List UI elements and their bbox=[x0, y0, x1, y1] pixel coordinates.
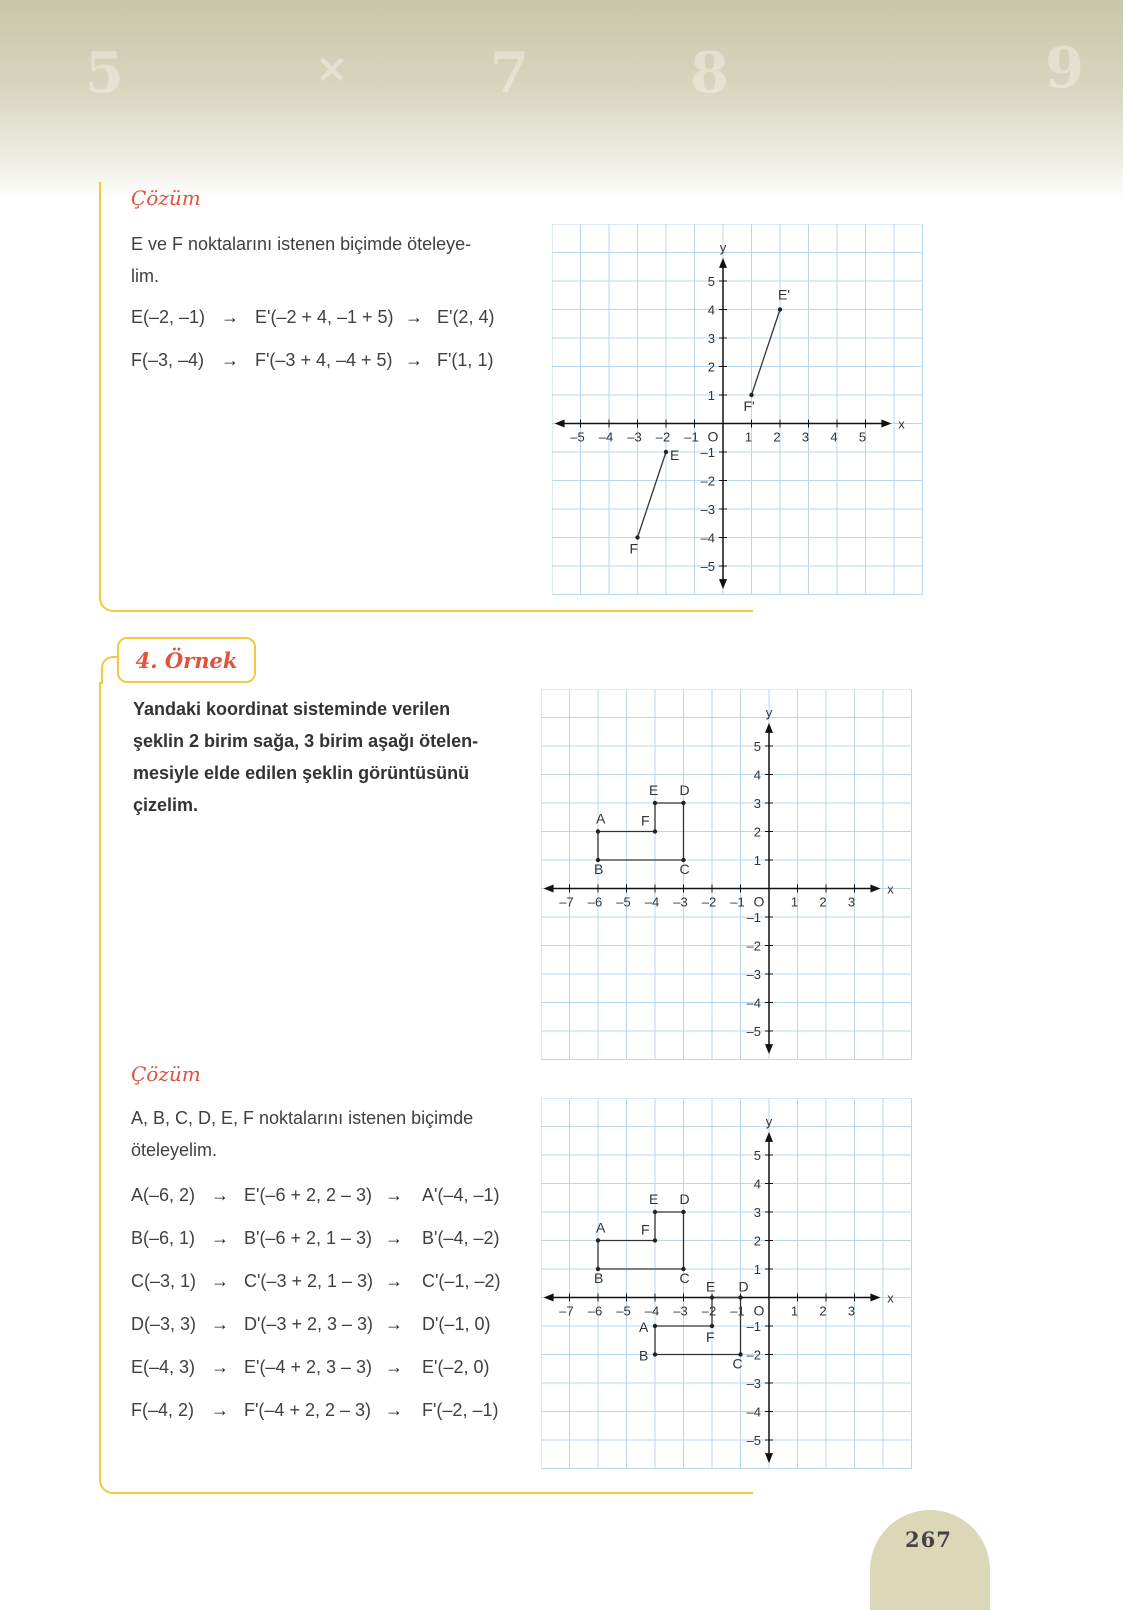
row-source: C(–3, 1) bbox=[131, 1271, 197, 1291]
intro-line: lim. bbox=[131, 266, 159, 286]
y-tick-label: 2 bbox=[753, 824, 761, 840]
y-axis-label: y bbox=[765, 1113, 773, 1129]
x-tick-label: 3 bbox=[847, 1303, 856, 1319]
intro-line: A, B, C, D, E, F noktalarını istenen biçimde bbox=[131, 1108, 474, 1128]
x-tick-label: –1 bbox=[684, 429, 699, 445]
y-tick-label: 2 bbox=[707, 359, 715, 375]
y-tick-label: 3 bbox=[707, 331, 715, 346]
y-tick-label: 5 bbox=[753, 1148, 761, 1163]
y-tick-label: 4 bbox=[707, 302, 715, 318]
arrow-icon: → bbox=[385, 1228, 403, 1248]
banner-digit: × bbox=[315, 45, 349, 92]
arrow-icon: → bbox=[211, 1314, 229, 1334]
point-label: A bbox=[596, 1219, 606, 1236]
y-tick-label: 3 bbox=[753, 796, 761, 811]
row-step: E'(–4 + 2, 3 – 3) bbox=[244, 1357, 373, 1377]
row-step: B'(–6 + 2, 1 – 3) bbox=[244, 1228, 373, 1248]
x-tick-label: 3 bbox=[801, 429, 810, 445]
arrow-icon: → bbox=[221, 307, 239, 327]
x-tick-label: –6 bbox=[587, 894, 603, 910]
x-tick-label: –3 bbox=[627, 429, 642, 445]
point-label: E' bbox=[778, 286, 791, 303]
solution-heading-1: Çözüm bbox=[131, 186, 201, 210]
point-label: D bbox=[679, 1191, 690, 1207]
y-tick-label: 1 bbox=[753, 1262, 761, 1277]
point-label: E bbox=[649, 1191, 659, 1207]
y-tick-label: –4 bbox=[746, 995, 761, 1011]
banner-digit: 9 bbox=[1045, 35, 1084, 101]
x-tick-label: 2 bbox=[819, 894, 827, 910]
y-tick-label: 5 bbox=[707, 274, 715, 289]
arrow-icon: → bbox=[385, 1314, 403, 1334]
point-label: E bbox=[706, 1278, 716, 1295]
y-tick-label: –3 bbox=[746, 967, 761, 982]
x-axis-arrow-icon bbox=[544, 885, 554, 893]
x-tick-label: 1 bbox=[790, 1303, 799, 1319]
x-tick-label: –3 bbox=[673, 894, 688, 910]
x-tick-label: 2 bbox=[819, 1303, 827, 1319]
row-source: E(–4, 3) bbox=[131, 1357, 196, 1377]
y-tick-label: –2 bbox=[700, 473, 715, 489]
point-marker bbox=[749, 393, 753, 397]
banner-digit: 8 bbox=[690, 40, 729, 106]
y-tick-label: –1 bbox=[746, 1319, 761, 1334]
x-tick-label: 5 bbox=[858, 429, 867, 445]
y-axis-label: y bbox=[765, 704, 773, 720]
row-result: E'(2, 4) bbox=[437, 307, 495, 327]
x-axis-arrow-icon bbox=[870, 1294, 880, 1302]
arrow-icon: → bbox=[211, 1228, 229, 1248]
solution-heading-2: Çözüm bbox=[131, 1062, 201, 1086]
x-axis-arrow-icon bbox=[881, 420, 891, 428]
y-tick-label: –3 bbox=[700, 502, 715, 517]
coordinate-graph-1 bbox=[552, 224, 924, 596]
arrow-icon: → bbox=[211, 1185, 229, 1205]
point-marker bbox=[710, 1324, 714, 1328]
x-tick-label: 3 bbox=[847, 894, 856, 910]
example-badge: 4. Örnek bbox=[117, 637, 256, 683]
y-tick-label: 4 bbox=[753, 767, 761, 783]
segment bbox=[638, 452, 667, 538]
point-marker bbox=[635, 535, 639, 539]
point-label: B bbox=[594, 861, 604, 877]
point-label: C bbox=[679, 861, 690, 877]
point-label: F bbox=[629, 540, 639, 557]
origin-label: O bbox=[753, 893, 765, 910]
y-axis-arrow-icon bbox=[719, 579, 727, 589]
point-marker bbox=[596, 829, 600, 833]
point-label: F bbox=[641, 1221, 650, 1238]
x-axis-arrow-icon bbox=[870, 885, 880, 893]
point-label: F bbox=[641, 812, 650, 829]
y-tick-label: –5 bbox=[746, 1024, 761, 1039]
point-label: F' bbox=[743, 398, 755, 414]
row-result: D'(–1, 0) bbox=[422, 1314, 491, 1334]
segment bbox=[752, 310, 781, 396]
x-axis-arrow-icon bbox=[544, 1294, 554, 1302]
y-axis-arrow-icon bbox=[765, 1044, 773, 1054]
y-tick-label: 1 bbox=[753, 853, 761, 868]
point-marker bbox=[738, 1295, 742, 1299]
point-label: C bbox=[679, 1270, 690, 1286]
coordinate-graph-3 bbox=[541, 1098, 913, 1470]
y-tick-label: 5 bbox=[753, 739, 761, 754]
origin-label: O bbox=[707, 428, 719, 445]
point-marker bbox=[596, 1238, 600, 1242]
y-tick-label: 2 bbox=[753, 1233, 761, 1249]
point-label: F bbox=[706, 1329, 715, 1345]
arrow-icon: → bbox=[211, 1400, 229, 1420]
row-result: E'(–2, 0) bbox=[422, 1357, 490, 1377]
row-step: C'(–3 + 2, 1 – 3) bbox=[244, 1271, 374, 1291]
x-tick-label: –5 bbox=[570, 429, 585, 445]
x-axis-label: x bbox=[887, 1290, 894, 1306]
row-source: D(–3, 3) bbox=[131, 1314, 197, 1334]
row-step: F'(–3 + 4, –4 + 5) bbox=[255, 350, 393, 370]
arrow-icon: → bbox=[405, 307, 423, 327]
arrow-icon: → bbox=[385, 1400, 403, 1420]
point-label: E bbox=[649, 782, 659, 798]
arrow-icon: → bbox=[385, 1271, 403, 1291]
point-label: E bbox=[670, 447, 680, 463]
y-tick-label: –4 bbox=[700, 530, 715, 546]
x-tick-label: 1 bbox=[744, 429, 753, 445]
point-marker bbox=[710, 1295, 714, 1299]
row-step: F'(–4 + 2, 2 – 3) bbox=[244, 1400, 372, 1420]
x-axis-label: x bbox=[898, 416, 905, 432]
point-marker bbox=[681, 801, 685, 805]
arrow-icon: → bbox=[221, 350, 239, 370]
y-tick-label: –5 bbox=[700, 559, 715, 574]
row-step: E'(–2 + 4, –1 + 5) bbox=[255, 307, 394, 327]
x-tick-label: –2 bbox=[655, 429, 671, 445]
row-source: F(–4, 2) bbox=[131, 1400, 195, 1420]
y-tick-label: –2 bbox=[746, 1347, 761, 1363]
row-step: D'(–3 + 2, 3 – 3) bbox=[244, 1314, 374, 1334]
y-axis-arrow-icon bbox=[719, 258, 727, 268]
solution-intro-2 bbox=[131, 1102, 473, 1166]
intro-line: öteleyelim. bbox=[131, 1140, 218, 1160]
row-result: B'(–4, –2) bbox=[422, 1228, 500, 1248]
point-marker bbox=[653, 829, 657, 833]
row-step: E'(–6 + 2, 2 – 3) bbox=[244, 1185, 373, 1205]
example-line: şeklin 2 birim sağa, 3 birim aşağı ötelen- bbox=[133, 731, 479, 751]
grid bbox=[552, 224, 923, 595]
point-marker bbox=[681, 1210, 685, 1214]
x-tick-label: –5 bbox=[616, 894, 631, 910]
example-line: mesiyle elde edilen şeklin görüntüsünü bbox=[133, 763, 470, 783]
y-tick-label: –3 bbox=[746, 1376, 761, 1391]
x-tick-label: –1 bbox=[730, 894, 745, 910]
point-marker bbox=[653, 1238, 657, 1242]
y-tick-label: –5 bbox=[746, 1433, 761, 1448]
y-axis-arrow-icon bbox=[765, 1453, 773, 1463]
y-axis-arrow-icon bbox=[765, 1132, 773, 1142]
y-axis-label: y bbox=[719, 239, 727, 255]
point-marker bbox=[653, 801, 657, 805]
point-marker bbox=[664, 450, 668, 454]
example-line: Yandaki koordinat sisteminde verilen bbox=[133, 699, 451, 719]
y-axis-arrow-icon bbox=[765, 723, 773, 733]
point-marker bbox=[653, 1210, 657, 1214]
top-banner bbox=[0, 0, 1123, 200]
point-label: A bbox=[596, 810, 606, 827]
arrow-icon: → bbox=[385, 1357, 403, 1377]
arrow-icon: → bbox=[405, 350, 423, 370]
row-source: A(–6, 2) bbox=[131, 1185, 196, 1205]
example-line: çizelim. bbox=[133, 795, 199, 815]
point-label: C bbox=[732, 1355, 743, 1372]
y-tick-label: –2 bbox=[746, 938, 761, 954]
row-result: A'(–4, –1) bbox=[422, 1185, 500, 1205]
page-number: 267 bbox=[905, 1527, 952, 1552]
point-marker bbox=[653, 1352, 657, 1356]
solution-intro-1 bbox=[131, 228, 471, 292]
y-tick-label: 3 bbox=[753, 1205, 761, 1220]
x-tick-label: –2 bbox=[701, 1303, 717, 1319]
row-result: C'(–1, –2) bbox=[422, 1271, 501, 1291]
point-label: B bbox=[639, 1347, 649, 1364]
y-tick-label: –1 bbox=[746, 910, 761, 925]
point-marker bbox=[778, 307, 782, 311]
x-axis-label: x bbox=[887, 881, 894, 897]
origin-label: O bbox=[753, 1302, 765, 1319]
x-tick-label: –7 bbox=[559, 894, 574, 910]
example-text bbox=[133, 693, 478, 821]
row-source: B(–6, 1) bbox=[131, 1228, 196, 1248]
intro-line: E ve F noktalarını istenen biçimde öteleye- bbox=[131, 234, 472, 254]
x-tick-label: –1 bbox=[730, 1303, 745, 1319]
point-label: D bbox=[679, 782, 690, 798]
y-tick-label: –1 bbox=[700, 445, 715, 460]
coordinate-graph-2 bbox=[541, 689, 913, 1061]
x-tick-label: 2 bbox=[773, 429, 781, 445]
y-tick-label: 1 bbox=[707, 388, 715, 403]
arrow-icon: → bbox=[211, 1271, 229, 1291]
x-tick-label: –7 bbox=[559, 1303, 574, 1319]
x-tick-label: –4 bbox=[598, 429, 614, 445]
point-label: A bbox=[639, 1319, 649, 1335]
point-label: B bbox=[594, 1270, 604, 1286]
point-marker bbox=[653, 1324, 657, 1328]
banner-digit: 5 bbox=[85, 40, 124, 106]
x-tick-label: –6 bbox=[587, 1303, 603, 1319]
x-tick-label: –5 bbox=[616, 1303, 631, 1319]
page-number-badge bbox=[870, 1510, 990, 1610]
x-tick-label: –2 bbox=[701, 894, 717, 910]
y-tick-label: 4 bbox=[753, 1176, 761, 1192]
arrow-icon: → bbox=[211, 1357, 229, 1377]
x-tick-label: 4 bbox=[830, 429, 838, 445]
banner-digit: 7 bbox=[490, 40, 529, 106]
arrow-icon: → bbox=[385, 1185, 403, 1205]
x-axis-arrow-icon bbox=[555, 420, 565, 428]
row-source: F(–3, –4) bbox=[131, 350, 205, 370]
y-tick-label: –4 bbox=[746, 1404, 761, 1420]
row-source: E(–2, –1) bbox=[131, 307, 206, 327]
row-result: F'(1, 1) bbox=[437, 350, 494, 370]
row-result: F'(–2, –1) bbox=[422, 1400, 499, 1420]
x-tick-label: –3 bbox=[673, 1303, 688, 1319]
x-tick-label: –4 bbox=[644, 894, 660, 910]
x-tick-label: –4 bbox=[644, 1303, 660, 1319]
x-tick-label: 1 bbox=[790, 894, 799, 910]
point-label: D bbox=[738, 1278, 749, 1295]
